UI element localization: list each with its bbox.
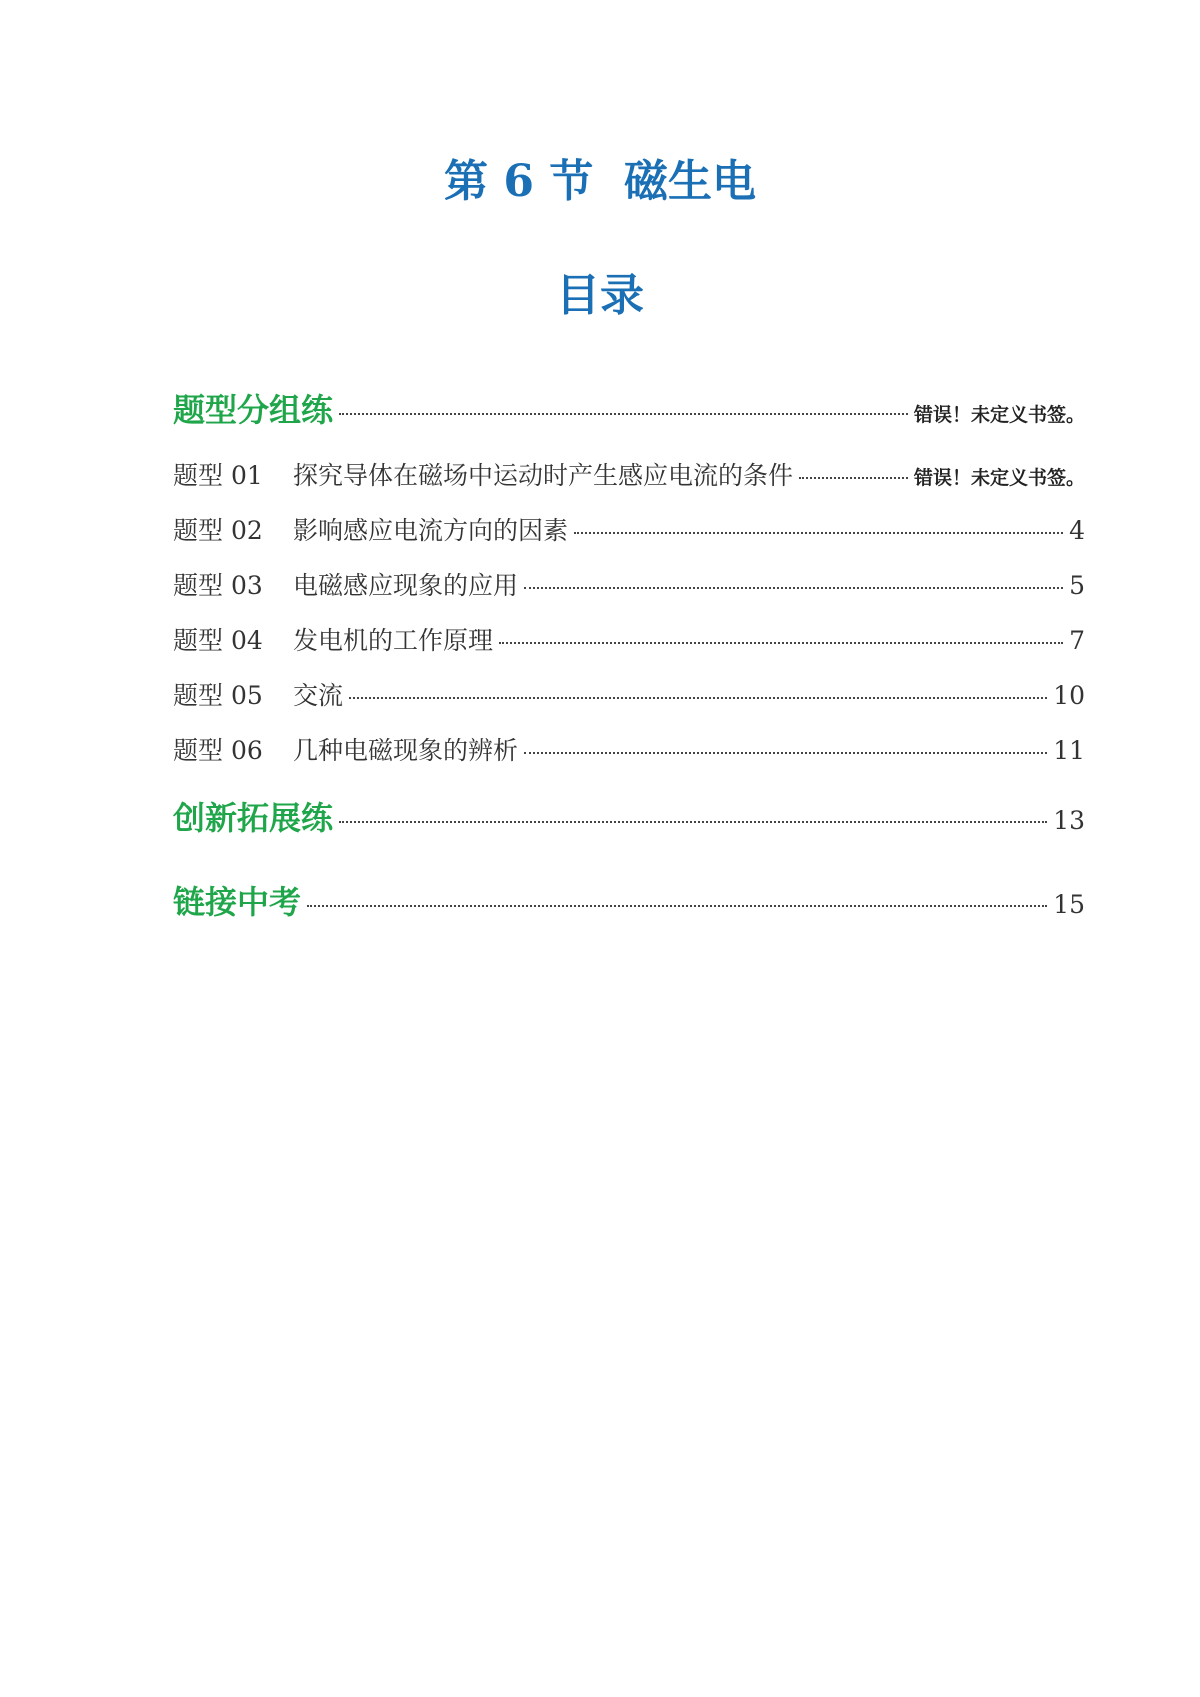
toc-entry-title: 探究导体在磁场中运动时产生感应电流的条件	[293, 461, 794, 490]
toc-page-ref: 错误！未定义书签。	[913, 467, 1085, 489]
dot-leader	[524, 586, 1063, 589]
toc-page-ref: 5	[1069, 571, 1085, 600]
dot-leader	[339, 412, 908, 415]
title-prefix: 第	[444, 156, 489, 207]
toc-entry-5[interactable]	[173, 676, 1085, 712]
table-of-contents	[173, 0, 1085, 1000]
dot-leader	[349, 696, 1047, 699]
toc-section-1[interactable]	[173, 385, 1085, 431]
toc-entry-2[interactable]	[173, 511, 1085, 547]
toc-entry-number: 题型 04	[173, 626, 263, 655]
toc-page-ref: 10	[1053, 681, 1085, 710]
toc-entry-title: 交流	[293, 681, 344, 710]
toc-entry-title: 几种电磁现象的辨析	[293, 736, 519, 765]
toc-entry-4[interactable]	[173, 621, 1085, 657]
toc-entry-3[interactable]	[173, 566, 1085, 602]
toc-entry-number: 题型 05	[173, 681, 263, 710]
toc-entry-number: 题型 02	[173, 516, 263, 545]
toc-entry-number: 题型 01	[173, 461, 263, 490]
dot-leader	[799, 476, 908, 479]
toc-section-title: 创新拓展练	[173, 799, 334, 837]
toc-page-ref: 11	[1053, 736, 1085, 765]
toc-section-2[interactable]	[173, 793, 1085, 839]
toc-page-ref: 4	[1069, 516, 1085, 545]
dot-leader	[524, 751, 1047, 754]
toc-entry-title: 电磁感应现象的应用	[293, 571, 519, 600]
toc-section-title: 题型分组练	[173, 391, 334, 429]
toc-entry-number: 题型 06	[173, 736, 263, 765]
dot-leader	[499, 641, 1063, 644]
toc-page-ref: 15	[1053, 890, 1085, 919]
toc-section-title: 链接中考	[173, 883, 302, 921]
toc-page-ref: 错误！未定义书签。	[913, 404, 1085, 426]
title-suffix: 节	[549, 156, 594, 207]
toc-page-ref: 7	[1069, 626, 1085, 655]
toc-entry-number: 题型 03	[173, 571, 263, 600]
title-name: 磁生电	[623, 156, 756, 207]
toc-page-ref: 13	[1053, 806, 1085, 835]
dot-leader	[574, 531, 1063, 534]
toc-heading: 目录	[556, 270, 644, 321]
dot-leader	[307, 904, 1047, 907]
dot-leader	[339, 820, 1047, 823]
toc-section-3[interactable]	[173, 877, 1085, 923]
toc-entry-title: 影响感应电流方向的因素	[293, 516, 569, 545]
toc-entry-1[interactable]	[173, 456, 1085, 492]
toc-entry-6[interactable]	[173, 731, 1085, 767]
toc-entry-title: 发电机的工作原理	[293, 626, 494, 655]
title-number: 6	[503, 156, 534, 207]
